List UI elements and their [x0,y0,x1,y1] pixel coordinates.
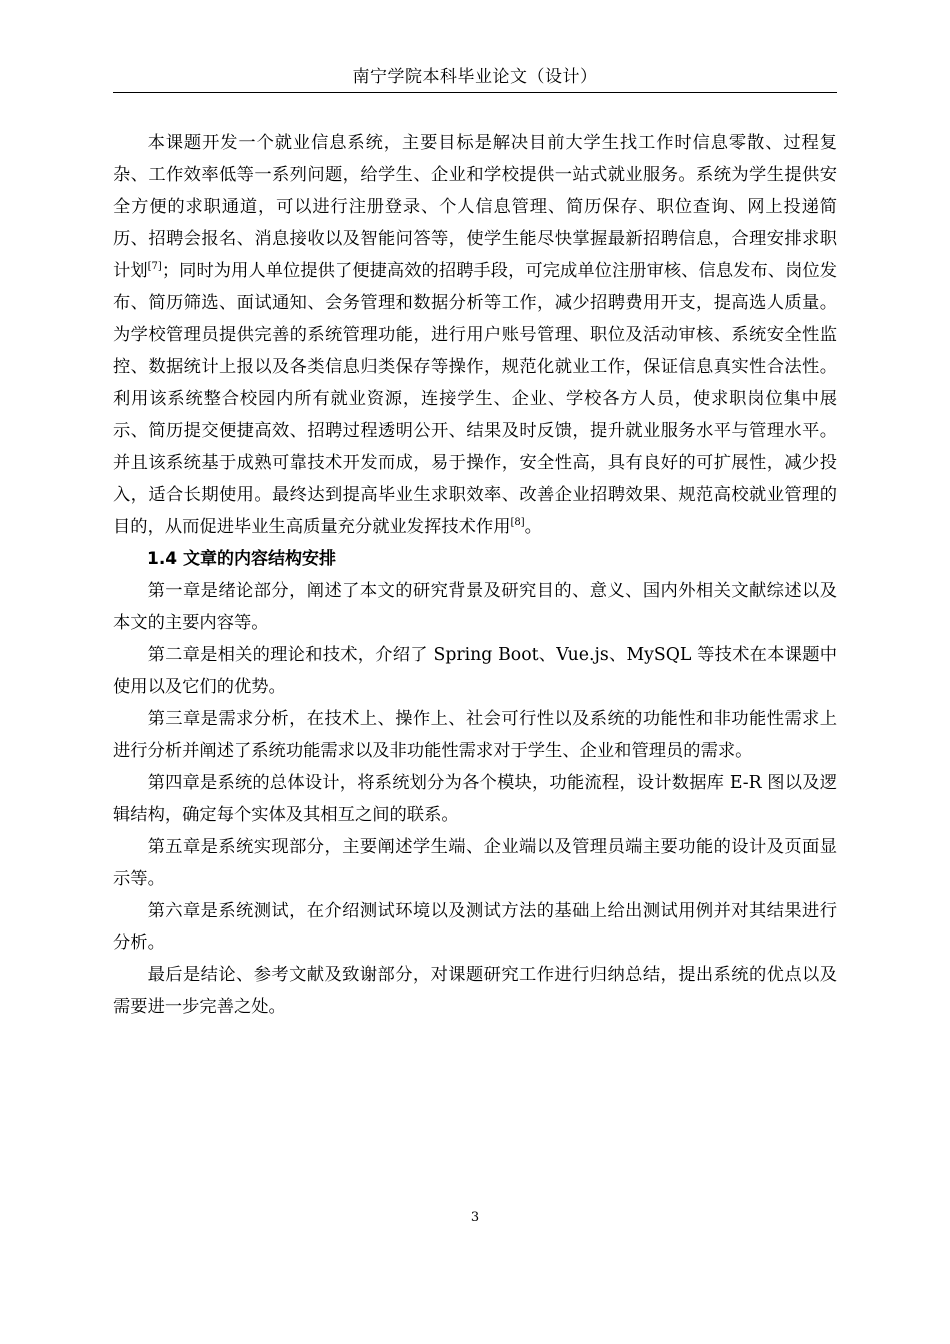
closing-paragraph: 最后是结论、参考文献及致谢部分，对课题研究工作进行归纳总结，提出系统的优点以及需要进一步完善之处。 [113,965,837,1017]
chapter-paragraph-6: 第六章是系统测试，在介绍测试环境以及测试方法的基础上给出测试用例并对其结果进行分析。 [113,901,837,953]
header-rule [113,92,837,93]
intro-text-part2: ；同时为用人单位提供了便捷高效的招聘手段，可完成单位注册审核、信息发布、岗位发布、简历筛选、面试通知、会务管理和数据分析等工作，减少招聘费用开支，提高选人质量。为学校管理员提供完善的系统管理功能，进行用户账号管理、职位及活动审核、系统安全性监控、数据统计上报以及各类信息归类保存等操作，规范化就业工作，保证信息真实性合法性。利用该系统整合校园内所有就业资源，连接学生、企业、学校各方人员，使求职岗位集中展示、简历提交便捷高效、招聘过程透明公开、结果及时反馈，提升就业服务水平与管理水平。并且该系统基于成熟可靠技术开发而成，易于操作，安全性高，具有良好的可扩展性，减少投入，适合长期使用。最终达到提高毕业生求职效率、改善企业招聘效果、规范高校就业管理的目的，从而促进毕业生高质量充分就业发挥技术作用 [113,261,837,537]
page-number: 3 [470,1210,480,1225]
chapter-paragraph-5: 第五章是系统实现部分，主要阐述学生端、企业端以及管理员端主要功能的设计及页面显示等。 [113,837,837,889]
section-heading: 1.4 文章的内容结构安排 [147,549,337,569]
citation-7: [7] [147,261,162,273]
chapter-paragraph-2: 第二章是相关的理论和技术，介绍了 Spring Boot、Vue.js、MySQL 等技术在本课题中使用以及它们的优势。 [113,645,837,697]
chapter-paragraph-3: 第三章是需求分析，在技术上、操作上、社会可行性以及系统的功能性和非功能性需求上进行分析并阐述了系统功能需求以及非功能性需求对于学生、企业和管理员的需求。 [113,709,837,761]
document-body [113,127,837,1023]
running-header: 南宁学院本科毕业论文（设计） [352,67,598,87]
chapter-paragraph-4: 第四章是系统的总体设计，将系统划分为各个模块，功能流程，设计数据库 E-R 图以及逻辑结构，确定每个实体及其相互之间的联系。 [113,773,837,825]
chapter-paragraph-1: 第一章是绪论部分，阐述了本文的研究背景及研究目的、意义、国内外相关文献综述以及本文的主要内容等。 [113,581,837,633]
intro-paragraph [113,127,837,543]
citation-8: [8] [510,517,525,529]
intro-text-part3: 。 [524,517,542,537]
intro-text-part1: 本课题开发一个就业信息系统，主要目标是解决目前大学生找工作时信息零散、过程复杂、工作效率低等一系列问题，给学生、企业和学校提供一站式就业服务。系统为学生提供安全方便的求职通道，可以进行注册登录、个人信息管理、简历保存、职位查询、网上投递简历、招聘会报名、消息接收以及智能问答等，使学生能尽快掌握最新招聘信息，合理安排求职计划 [113,133,837,281]
